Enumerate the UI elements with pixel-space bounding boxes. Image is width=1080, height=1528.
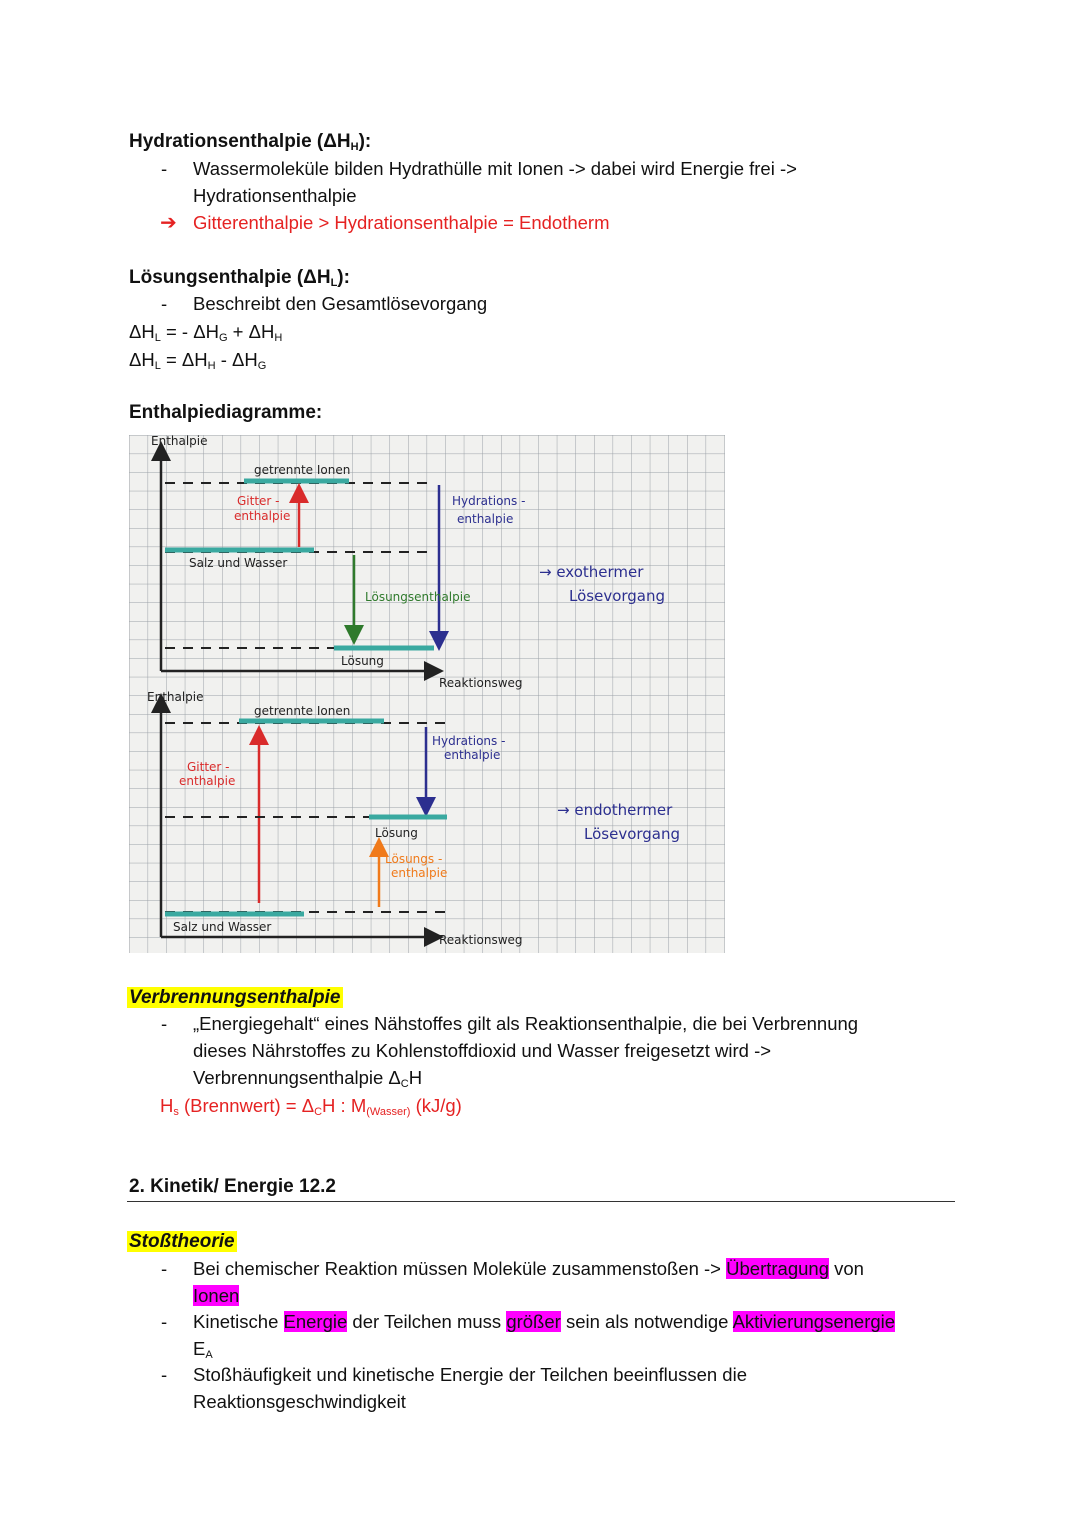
top-note-1: → exothermer: [539, 563, 644, 581]
combustion-heading-text: Verbrennungsenthalpie: [129, 987, 341, 1008]
hydration-heading-end: ):: [358, 131, 372, 152]
bottom-solution-label: Lösung: [375, 826, 418, 840]
kinetics-heading: 2. Kinetik/ Energie 12.2: [129, 1176, 336, 1197]
collision-theory-heading-text: Stoßtheorie: [129, 1231, 235, 1252]
arrow-right-icon: ➔: [160, 212, 177, 234]
formula-sub: G: [257, 360, 267, 372]
kinetics-bullet-3-cont: Reaktionsgeschwindigkeit: [193, 1391, 406, 1412]
kinetics-text: sein als notwendige: [560, 1311, 733, 1332]
hydration-conclusion: Gitterenthalpie > Hydrationsenthalpie = Endotherm: [193, 212, 610, 233]
bullet-dash: -: [161, 1258, 168, 1279]
combustion-bullet-1-cont-2: [193, 1065, 422, 1094]
kinetics-text: E: [193, 1338, 206, 1359]
highlight: größer: [506, 1311, 561, 1332]
combustion-text: Verbrennungsenthalpie Δ: [193, 1067, 401, 1088]
kinetics-text: von: [828, 1258, 864, 1279]
bottom-salt-label: Salz und Wasser: [173, 920, 272, 934]
collision-theory-heading: [127, 1229, 237, 1255]
bullet-dash: -: [161, 1013, 168, 1034]
hydration-heading: [129, 131, 371, 153]
formula-part: ΔH: [129, 321, 155, 342]
formula-sub: C: [314, 1106, 323, 1118]
formula-sub: H: [274, 332, 283, 344]
solution-heading-sub: L: [330, 277, 338, 289]
formula-part: H: [160, 1095, 174, 1116]
solution-bullet-1: Beschreibt den Gesamtlösevorgang: [193, 293, 488, 314]
solution-heading-end: ):: [337, 267, 350, 288]
top-hydration-label-1: Hydrations -: [452, 494, 526, 508]
bottom-hydration-label-1: Hydrations -: [432, 734, 506, 748]
top-x-axis-label: Reaktionsweg: [439, 676, 523, 690]
kinetics-bullet-2: [193, 1309, 895, 1335]
solution-formula-2: [129, 347, 266, 376]
solution-heading: [129, 267, 350, 289]
diagrams-heading: Enthalpiediagramme:: [129, 402, 323, 423]
formula-part: + ΔH: [227, 321, 275, 342]
bottom-y-axis-label: Enthalpie: [147, 690, 204, 704]
kinetics-text: Kinetische: [193, 1311, 284, 1332]
combustion-bullet-1: „Energiegehalt“ eines Nähstoffes gilt als Reaktionsenthalpie, die bei Verbrennung: [193, 1013, 859, 1034]
bottom-note-2: Lösevorgang: [584, 825, 681, 843]
bottom-x-axis-label: Reaktionsweg: [439, 933, 523, 947]
formula-part: (kJ/g): [410, 1095, 462, 1116]
top-note-2: Lösevorgang: [569, 587, 666, 605]
kinetics-bullet-2-cont: [193, 1336, 213, 1365]
top-lattice-label-2: enthalpie: [234, 509, 291, 523]
section-divider: [127, 1201, 955, 1202]
kinetics-text: der Teilchen muss: [347, 1311, 507, 1332]
bullet-dash: -: [161, 1311, 168, 1332]
formula-part: - ΔH: [215, 349, 258, 370]
combustion-sub: C: [400, 1078, 409, 1090]
kinetics-text: Bei chemischer Reaktion müssen Moleküle zusammenstoßen ->: [193, 1258, 727, 1279]
formula-part: (Brennwert) = Δ: [178, 1095, 315, 1116]
kinetics-bullet-1: [193, 1256, 864, 1282]
highlight: Energie: [283, 1311, 348, 1332]
combustion-heading: [127, 985, 343, 1011]
top-lattice-label-1: Gitter -: [237, 494, 280, 508]
hydration-bullet-1: Wassermoleküle bilden Hydrathülle mit Ionen -> dabei wird Energie frei ->: [193, 158, 797, 179]
top-solution-label: Lösung: [341, 654, 384, 668]
top-hydration-label-2: enthalpie: [457, 512, 514, 526]
top-solution-enthalpy-label: Lösungsenthalpie: [365, 590, 471, 604]
bottom-solution-enthalpy-label-2: enthalpie: [391, 866, 448, 880]
formula-sub: (Wasser): [366, 1106, 411, 1118]
hydration-bullet-1-cont: Hydrationsenthalpie: [193, 185, 357, 206]
bottom-lattice-label-1: Gitter -: [187, 760, 230, 774]
bottom-ions-label: getrennte Ionen: [254, 704, 351, 718]
highlight: Übertragung: [726, 1258, 829, 1279]
kinetics-bullet-3: Stoßhäufigkeit und kinetische Energie der Teilchen beeinflussen die: [193, 1364, 747, 1385]
bullet-dash: -: [161, 158, 168, 179]
solution-formula-1: [129, 319, 282, 348]
formula-part: = - ΔH: [160, 321, 219, 342]
top-ions-label: getrennte Ionen: [254, 463, 351, 477]
combustion-text-end: H: [408, 1067, 423, 1088]
combustion-bullet-1-cont-1: dieses Nährstoffes zu Kohlenstoffdioxid und Wasser freigesetzt wird ->: [193, 1040, 772, 1061]
formula-sub: L: [154, 360, 161, 372]
bullet-dash: -: [161, 1364, 168, 1385]
formula-sub: s: [173, 1106, 179, 1118]
formula-sub: G: [218, 332, 228, 344]
formula-part: ΔH: [129, 349, 155, 370]
formula-part: H : M: [322, 1095, 367, 1116]
bottom-lattice-label-2: enthalpie: [179, 774, 236, 788]
formula-part: = ΔH: [160, 349, 208, 370]
highlight: Aktivierungsenergie: [732, 1311, 896, 1332]
hydration-heading-text: Hydrationsenthalpie (ΔH: [129, 131, 351, 152]
bottom-note-1: → endothermer: [557, 801, 673, 819]
formula-sub: H: [207, 360, 216, 372]
bottom-solution-enthalpy-label-1: Lösungs -: [385, 852, 443, 866]
solution-heading-text: Lösungsenthalpie (ΔH: [129, 267, 331, 288]
bullet-dash: -: [161, 293, 168, 314]
bottom-hydration-label-2: enthalpie: [444, 748, 501, 762]
combustion-formula: [160, 1093, 462, 1122]
kinetics-sub: A: [205, 1349, 213, 1361]
enthalpy-diagram-photo: [129, 435, 725, 953]
top-y-axis-label: Enthalpie: [151, 435, 208, 448]
highlight: Ionen: [193, 1285, 240, 1306]
hydration-heading-sub: H: [350, 141, 359, 153]
formula-sub: L: [154, 332, 161, 344]
kinetics-bullet-1-cont: [193, 1283, 239, 1309]
top-salt-label: Salz und Wasser: [189, 556, 288, 570]
